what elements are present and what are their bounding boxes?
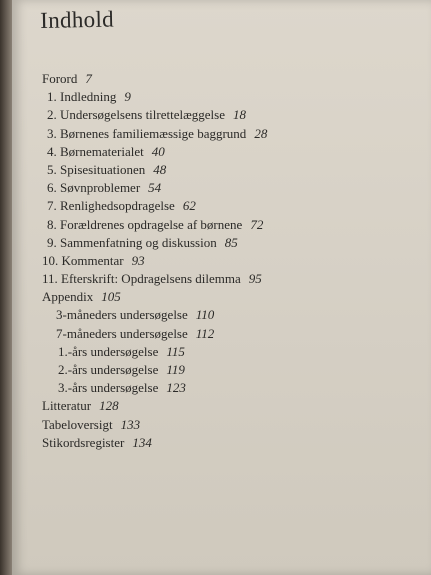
toc-entry-2 [42,106,422,124]
toc-label: 1. Indledning [47,89,117,105]
toc-entry-appendix [42,288,422,306]
toc-page: 48 [153,161,167,177]
toc-page: 134 [132,434,152,450]
toc-entry-appendix-3y [42,379,422,397]
toc-page: 110 [195,307,215,323]
toc-page: 85 [224,234,238,250]
toc-page: 95 [248,271,262,287]
toc-page: 128 [99,398,119,414]
toc-label: 2. Undersøgelsens tilrettelæggelse [47,107,225,123]
toc-label: Appendix [42,289,94,305]
toc-page: 115 [166,343,185,359]
toc-entry-7 [42,197,422,215]
toc-label: Forord [42,71,78,86]
toc-page: 123 [166,380,186,396]
toc-entry-1 [42,88,422,106]
page-title: Indhold [40,6,115,33]
toc-entry-3 [42,125,422,143]
toc-page: 133 [120,416,141,432]
toc-label: 9. Sammenfatning og diskussion [47,234,217,250]
toc-entry-5 [42,161,422,179]
toc-entry-appendix-1y [42,343,422,361]
toc-entry-litteratur [42,397,422,415]
toc-label: 7. Renlighedsopdragelse [47,198,175,214]
toc-entry-appendix-2y [42,361,422,379]
toc-entry-tabeloversigt [42,416,422,434]
toc-entry-4 [42,143,422,161]
toc-entry-stikordsregister [42,434,422,452]
toc-label: 3.-års undersøgelse [58,380,159,396]
toc-label: 11. Efterskrift: Opdragelsens dilemma [42,271,241,287]
book-page [12,0,431,575]
toc-entry-appendix-3m [42,306,422,324]
toc-page: 72 [250,216,264,232]
toc-page: 7 [85,71,92,86]
toc-page: 40 [151,143,165,159]
toc-entry-forord [42,70,422,88]
toc-entry-appendix-7m [42,325,422,343]
table-of-contents [42,70,422,452]
toc-page: 105 [101,289,121,305]
toc-label: 10. Kommentar [42,252,124,268]
toc-label: 7-måneders undersøgelse [56,325,188,341]
toc-label: 5. Spisesituationen [47,161,146,177]
toc-entry-11 [42,270,422,288]
toc-label: 6. Søvnproblemer [47,180,141,196]
toc-page: 62 [182,198,196,214]
toc-page: 9 [124,89,131,105]
toc-page: 112 [195,325,215,341]
toc-label: 8. Forældrenes opdragelse af børnene [47,216,243,232]
toc-entry-10 [42,252,422,270]
toc-label: Litteratur [42,398,92,414]
toc-label: 1.-års undersøgelse [58,343,159,359]
toc-label: Tabeloversigt [42,416,113,432]
toc-label: 3. Børnenes familiemæssige baggrund [47,125,247,141]
toc-page: 28 [254,125,268,141]
toc-page: 119 [166,362,185,377]
toc-label: 4. Børnematerialet [47,143,144,159]
toc-page: 54 [148,180,162,196]
book-gutter [0,0,12,575]
toc-entry-9 [42,234,422,252]
toc-label: 3-måneders undersøgelse [56,307,188,323]
toc-page: 93 [131,252,145,268]
toc-label: 2.-års undersøgelse [58,362,159,377]
toc-entry-8 [42,216,422,234]
toc-page: 18 [233,107,246,123]
toc-label: Stikordsregister [42,434,125,450]
toc-entry-6 [42,179,422,197]
